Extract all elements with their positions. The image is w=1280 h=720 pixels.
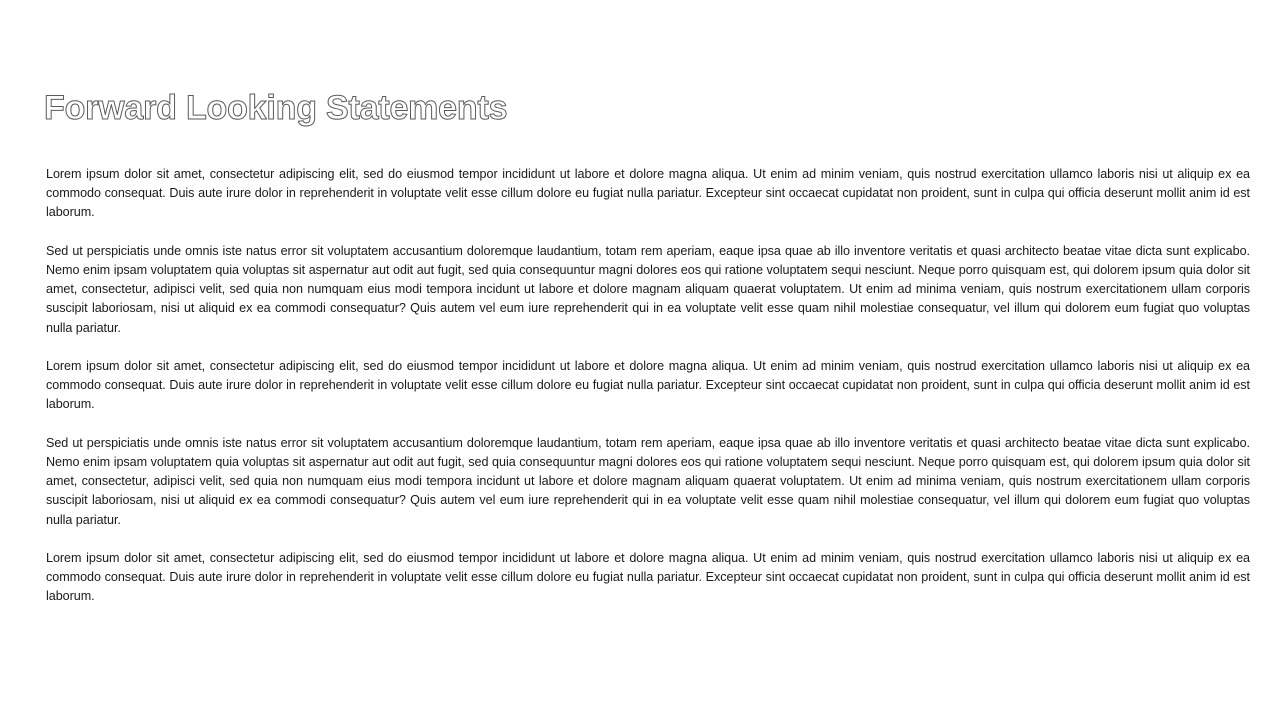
body-paragraph-2: Sed ut perspiciatis unde omnis iste natus error sit voluptatem accusantium doloremque laudantium, totam rem aperiam, eaque ipsa quae ab illo inventore veritatis et quasi architecto beatae vitae dicta sunt explicabo. Nemo enim ipsam voluptatem quia voluptas sit aspernatur aut odit aut fugit, sed quia consequuntur magni dolores eos qui ratione voluptatem sequi nesciunt. Neque porro quisquam est, qui dolorem ipsum quia dolor sit amet, consectetur, adipisci velit, sed quia non numquam eius modi tempora incidunt ut labore et dolore magnam aliquam quaerat voluptatem. Ut enim ad minima veniam, quis nostrum exercitationem ullam corporis suscipit laboriosam, nisi ut aliquid ex ea commodi consequatur? Quis autem vel eum iure reprehenderit qui in ea voluptate velit esse quam nihil molestiae consequatur, vel illum qui dolorem eum fugiat quo voluptas nulla pariatur. — [46, 243, 1250, 335]
body-paragraph-3: Lorem ipsum dolor sit amet, consectetur adipiscing elit, sed do eiusmod tempor incididunt ut labore et dolore magna aliqua. Ut enim ad minim veniam, quis nostrud exercitation ullamco laboris nisi ut aliquip ex ea commodo consequat. Duis aute irure dolor in reprehenderit in voluptate velit esse cillum dolore eu fugiat nulla pariatur. Excepteur sint occaecat cupidatat non proident, sunt in culpa qui officia deserunt mollit anim id est laborum. — [46, 359, 1250, 412]
slide-body — [46, 165, 1250, 626]
slide-title: Forward Looking Statements — [44, 89, 508, 127]
body-paragraph-5: Lorem ipsum dolor sit amet, consectetur adipiscing elit, sed do eiusmod tempor incididunt ut labore et dolore magna aliqua. Ut enim ad minim veniam, quis nostrud exercitation ullamco laboris nisi ut aliquip ex ea commodo consequat. Duis aute irure dolor in reprehenderit in voluptate velit esse cillum dolore eu fugiat nulla pariatur. Excepteur sint occaecat cupidatat non proident, sunt in culpa qui officia deserunt mollit anim id est laborum. — [46, 551, 1250, 604]
body-paragraph-4: Sed ut perspiciatis unde omnis iste natus error sit voluptatem accusantium doloremque laudantium, totam rem aperiam, eaque ipsa quae ab illo inventore veritatis et quasi architecto beatae vitae dicta sunt explicabo. Nemo enim ipsam voluptatem quia voluptas sit aspernatur aut odit aut fugit, sed quia consequuntur magni dolores eos qui ratione voluptatem sequi nesciunt. Neque porro quisquam est, qui dolorem ipsum quia dolor sit amet, consectetur, adipisci velit, sed quia non numquam eius modi tempora incidunt ut labore et dolore magnam aliquam quaerat voluptatem. Ut enim ad minima veniam, quis nostrum exercitationem ullam corporis suscipit laboriosam, nisi ut aliquid ex ea commodi consequatur? Quis autem vel eum iure reprehenderit qui in ea voluptate velit esse quam nihil molestiae consequatur, vel illum qui dolorem eum fugiat quo voluptas nulla pariatur. — [46, 435, 1250, 527]
body-paragraph-1: Lorem ipsum dolor sit amet, consectetur adipiscing elit, sed do eiusmod tempor incididunt ut labore et dolore magna aliqua. Ut enim ad minim veniam, quis nostrud exercitation ullamco laboris nisi ut aliquip ex ea commodo consequat. Duis aute irure dolor in reprehenderit in voluptate velit esse cillum dolore eu fugiat nulla pariatur. Excepteur sint occaecat cupidatat non proident, sunt in culpa qui officia deserunt mollit anim id est laborum. — [46, 167, 1250, 220]
